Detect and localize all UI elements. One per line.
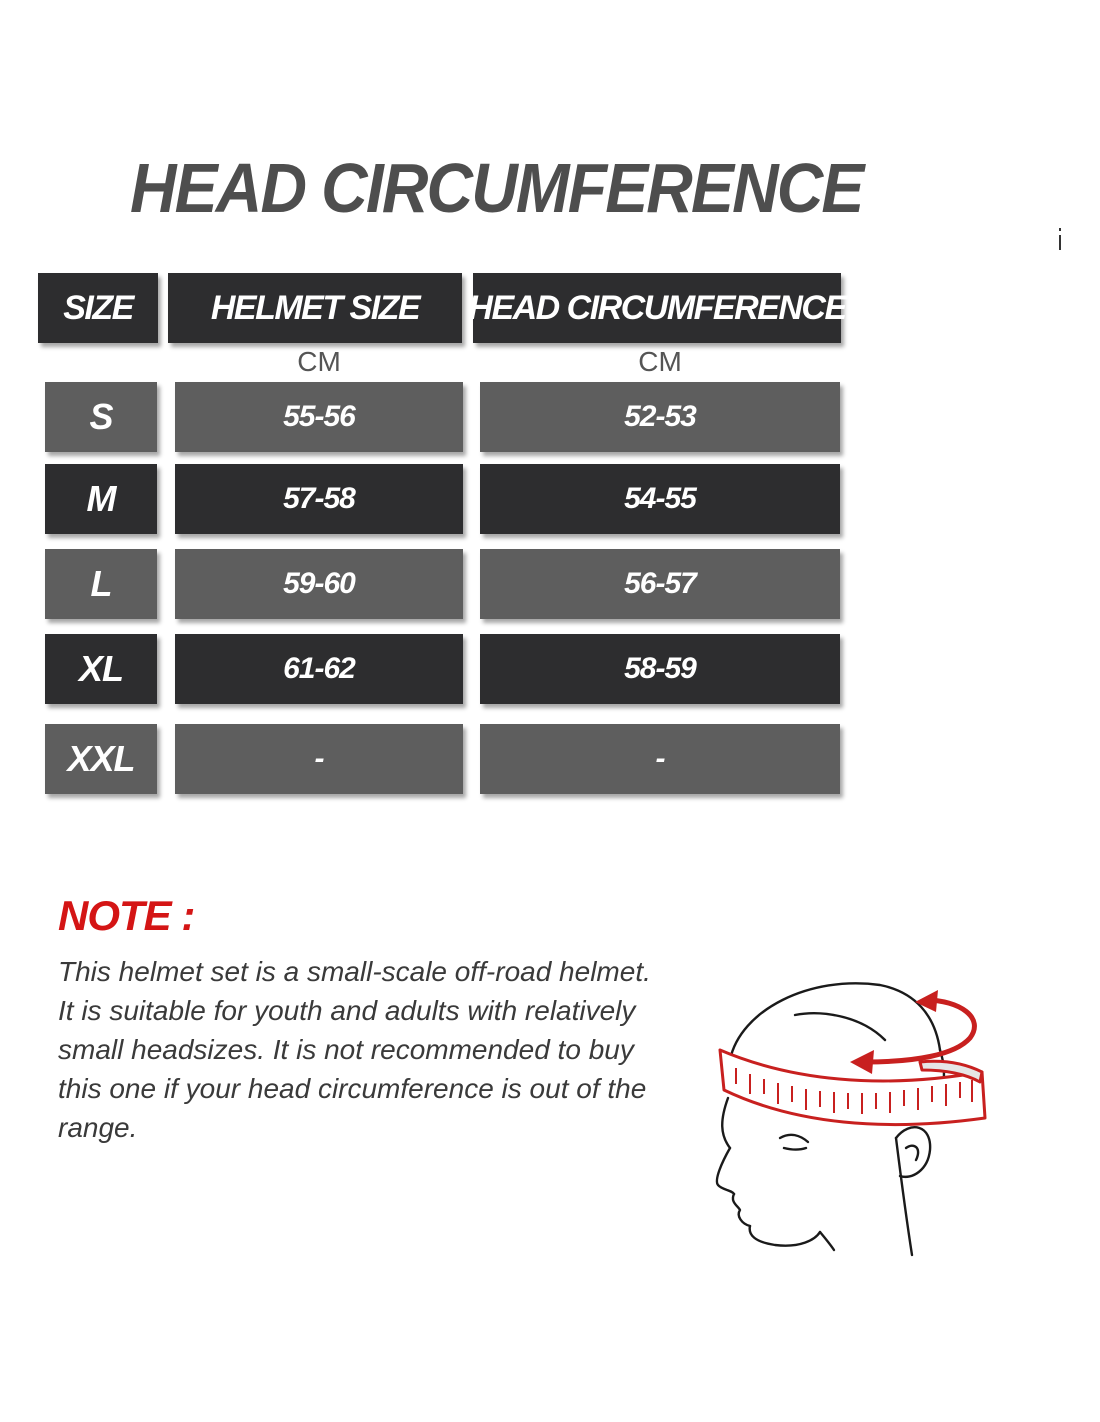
unit-head-circumference: CM bbox=[638, 346, 682, 377]
table-cell-helmet-size: 61-62 bbox=[175, 634, 463, 704]
table-cell-head-circumference: - bbox=[480, 724, 840, 794]
table-row-size: L bbox=[45, 549, 157, 619]
table-cell-head-circumference: 52-53 bbox=[480, 382, 840, 452]
header-size: SIZE bbox=[38, 273, 158, 343]
table-row-size: XXL bbox=[45, 724, 157, 794]
table-cell-head-circumference: 56-57 bbox=[480, 549, 840, 619]
table-row-size: S bbox=[45, 382, 157, 452]
note-text bbox=[58, 952, 708, 1147]
page-title: HEAD CIRCUMFERENCE bbox=[130, 149, 863, 227]
note-line: This helmet set is a small-scale off-road helmet. bbox=[58, 956, 651, 987]
note-line: It is suitable for youth and adults with relatively bbox=[58, 995, 636, 1026]
table-cell-helmet-size: 57-58 bbox=[175, 464, 463, 534]
note-line: this one if your head circumference is out of the bbox=[58, 1073, 647, 1104]
note-title: NOTE : bbox=[58, 892, 195, 939]
unit-helmet-size: CM bbox=[297, 346, 341, 377]
stray-mark-icon bbox=[1059, 228, 1062, 252]
note-line: small headsizes. It is not recommended to buy bbox=[58, 1034, 634, 1065]
table-cell-helmet-size: 59-60 bbox=[175, 549, 463, 619]
header-head-circumference: HEAD CIRCUMFERENCE bbox=[473, 273, 841, 343]
table-cell-helmet-size: 55-56 bbox=[175, 382, 463, 452]
table-cell-head-circumference: 58-59 bbox=[480, 634, 840, 704]
table-row-size: M bbox=[45, 464, 157, 534]
header-helmet-size: HELMET SIZE bbox=[168, 273, 462, 343]
table-cell-helmet-size: - bbox=[175, 724, 463, 794]
table-cell-head-circumference: 54-55 bbox=[480, 464, 840, 534]
note-line: range. bbox=[58, 1112, 138, 1143]
head-measuring-tape-icon bbox=[700, 970, 1000, 1270]
table-row-size: XL bbox=[45, 634, 157, 704]
